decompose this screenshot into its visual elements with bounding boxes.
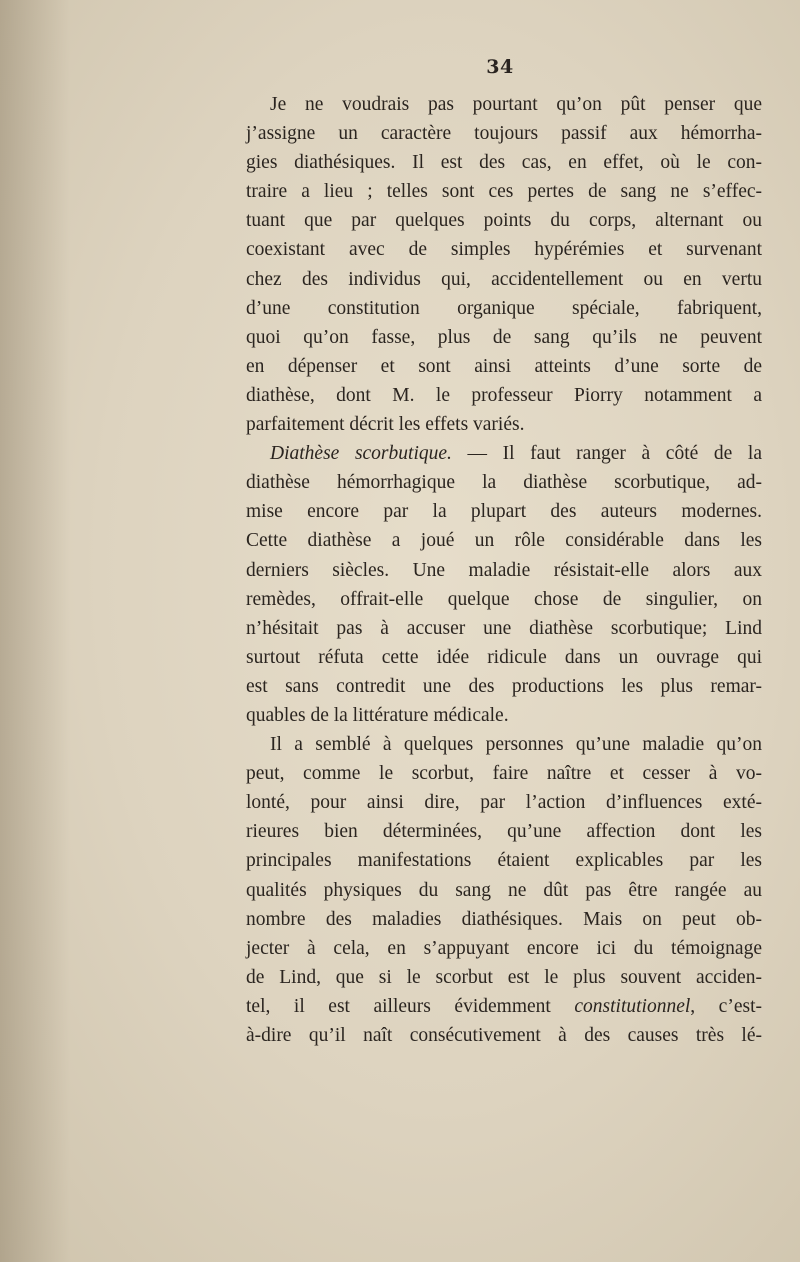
text-line: diathèse hémorrhagique la diathèse scorbutique, ad- [246, 472, 762, 494]
text-line: parfaitement décrit les effets variés. [246, 414, 525, 436]
text-line: n’hésitait pas à accuser une diathèse scorbutique; Lind [246, 617, 762, 639]
text-fragment: , c’est- [690, 995, 762, 1017]
text-fragment: — Il faut ranger à côté de la [451, 443, 762, 465]
text-line: traire a lieu ; telles sont ces pertes de sang ne s’effec- [246, 181, 762, 203]
text-line: Cette diathèse a joué un rôle considérable dans les [246, 530, 762, 552]
text-line: qualités physiques du sang ne dût pas être rangée au [246, 879, 762, 901]
binding-shadow [0, 0, 70, 1262]
text-line: quoi qu’on fasse, plus de sang qu’ils ne peuvent [246, 326, 762, 348]
page-number: 34 [486, 56, 514, 78]
text-line: jecter à cela, en s’appuyant encore ici du témoignage [246, 937, 762, 959]
text-line: de Lind, que si le scorbut est le plus souvent acciden- [246, 966, 762, 988]
text-line: Je ne voudrais pas pourtant qu’on pût penser que [270, 94, 762, 115]
text-line: à-dire qu’il naît consécutivement à des causes très lé- [246, 1025, 762, 1046]
text-line: rieures bien déterminées, qu’une affection dont les [246, 821, 762, 843]
body-text [246, 90, 762, 1050]
text-line: peut, comme le scorbut, faire naître et cesser à vo- [246, 763, 762, 785]
text-fragment: tel, il est ailleurs évidemment [246, 995, 551, 1017]
text-line [246, 439, 762, 468]
text-line: derniers siècles. Une maladie résistait-elle alors aux [246, 559, 762, 581]
text-line: lonté, pour ainsi dire, par l’action d’influences exté- [246, 792, 762, 814]
text-line: quables de la littérature médicale. [246, 704, 509, 726]
text-line: nombre des maladies diathésiques. Mais on peut ob- [246, 908, 762, 930]
text-line: diathèse, dont M. le professeur Piorry notamment a [246, 384, 762, 406]
text-line: gies diathésiques. Il est des cas, en effet, où le con- [246, 152, 762, 174]
text-line [246, 992, 762, 1021]
text-line: chez des individus qui, accidentellement ou en vertu [246, 268, 762, 290]
text-line: surtout réfuta cette idée ridicule dans un ouvrage qui [246, 646, 762, 668]
text-line: Il a semblé à quelques personnes qu’une maladie qu’on [270, 734, 762, 756]
text-line: j’assigne un caractère toujours passif aux hémorrha- [246, 123, 762, 145]
text-line: tuant que par quelques points du corps, alternant ou [246, 210, 762, 232]
text-line: en dépenser et sont ainsi atteints d’une sorte de [246, 355, 762, 377]
emphasis: constitutionnel [574, 995, 691, 1017]
text-line: coexistant avec de simples hypérémies et survenant [246, 239, 762, 261]
text-line: remèdes, offrait-elle quelque chose de singulier, on [246, 588, 762, 610]
text-line: d’une constitution organique spéciale, fabriquent, [246, 297, 762, 319]
text-line: principales manifestations étaient explicables par les [246, 850, 762, 872]
text-line: est sans contredit une des productions les plus remar- [246, 675, 762, 697]
section-heading: Diathèse scorbutique. [270, 443, 452, 465]
text-line: mise encore par la plupart des auteurs modernes. [246, 501, 762, 523]
